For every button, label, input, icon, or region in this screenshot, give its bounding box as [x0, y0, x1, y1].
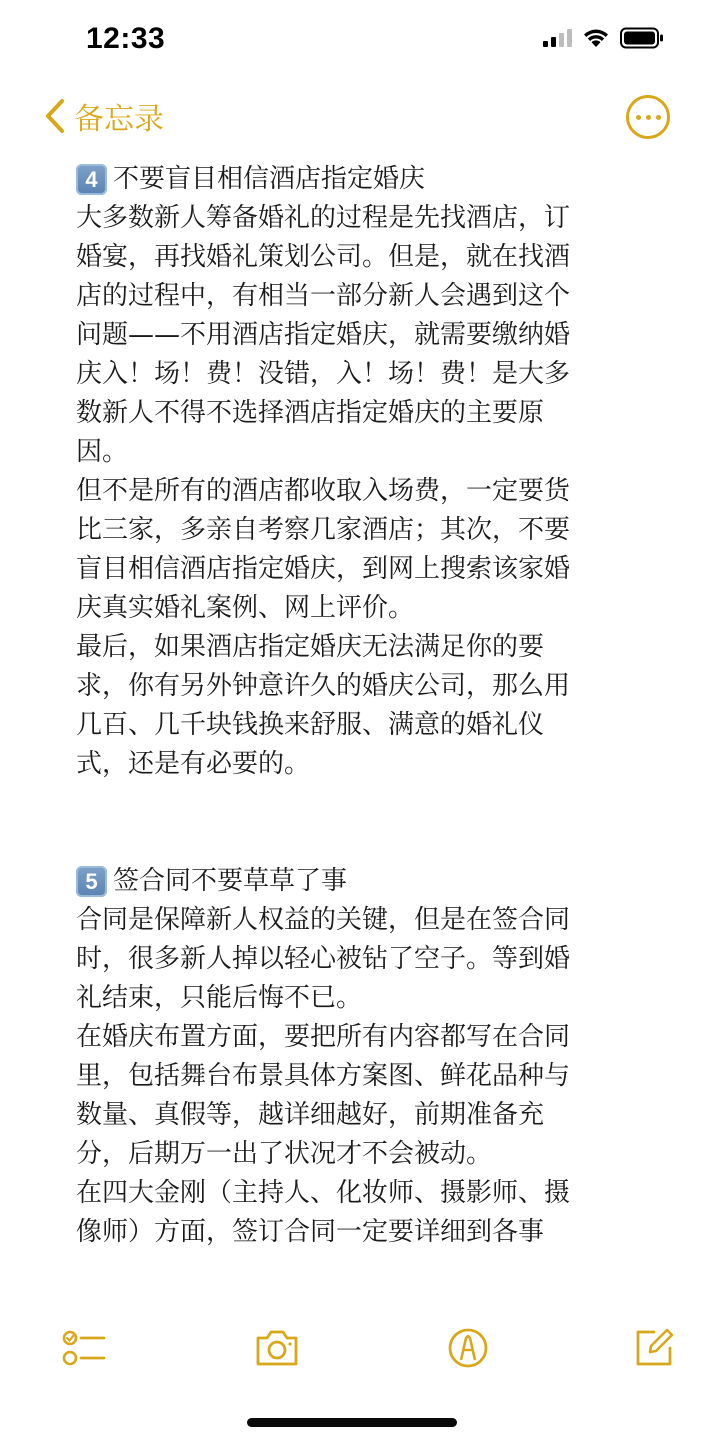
camera-button[interactable]: [254, 1326, 298, 1370]
section-4-line: 最后，如果酒店指定婚庆无法满足你的要: [76, 632, 545, 662]
section-5-text: [76, 901, 656, 1252]
section-5-line: 数量、真假等，越详细越好，前期准备充: [76, 1100, 545, 1130]
section-5-line: 合同是保障新人权益的关键，但是在签合同: [76, 905, 571, 935]
section-5-title: 签合同不要草草了事: [113, 866, 348, 896]
section-5-line: 礼结束，只能后悔不已。: [76, 983, 363, 1013]
scroll-fade: [0, 1268, 704, 1302]
battery-icon: [620, 27, 664, 49]
section-4-line: 盲目相信酒店指定婚庆，到网上搜索该家婚: [76, 554, 571, 584]
section-5-line: 时，很多新人掉以轻心被钻了空子。等到婚: [76, 944, 571, 974]
section-4-line: 庆入！场！费！没错，入！场！费！是大多: [76, 359, 571, 389]
status-icons: [542, 26, 664, 50]
blank-line: [76, 784, 656, 823]
section-5-line: 在婚庆布置方面，要把所有内容都写在合同: [76, 1022, 571, 1052]
status-time: 12:33: [86, 22, 166, 55]
section-4-line: 几百、几千块钱换来舒服、满意的婚礼仪: [76, 710, 545, 740]
home-indicator[interactable]: [247, 1418, 457, 1427]
section-4-line: 求，你有另外钟意许久的婚庆公司，那么用: [76, 671, 571, 701]
section-4-line: 式，还是有必要的。: [76, 749, 311, 779]
keycap-4-icon: 4: [76, 164, 107, 195]
ellipsis-dot: [656, 115, 661, 120]
keycap-5-icon: 5: [76, 866, 107, 897]
section-4-line: 庆真实婚礼案例、网上评价。: [76, 593, 415, 623]
section-4-line: 数新人不得不选择酒店指定婚庆的主要原: [76, 398, 545, 428]
chevron-left-icon: [44, 98, 66, 134]
wifi-icon: [582, 27, 610, 49]
cellular-signal-icon: [542, 28, 572, 48]
compose-button[interactable]: [632, 1326, 676, 1370]
section-4-line: 大多数新人筹备婚礼的过程是先找酒店，订: [76, 203, 571, 233]
status-bar: [0, 0, 704, 78]
markup-button[interactable]: [446, 1326, 490, 1370]
back-label: 备忘录: [74, 102, 164, 137]
camera-icon: [254, 1326, 300, 1370]
markup-icon: [446, 1326, 490, 1370]
section-4-title: 不要盲目相信酒店指定婚庆: [113, 164, 426, 194]
blank-line: [76, 823, 656, 862]
section-4-text: [76, 199, 656, 784]
section-4-line: 但不是所有的酒店都收取入场费，一定要货: [76, 476, 571, 506]
section-4-line: 问题——不用酒店指定婚庆，就需要缴纳婚: [76, 320, 571, 350]
nav-bar: [0, 86, 704, 144]
more-options-button[interactable]: [626, 95, 670, 139]
section-4-line: 店的过程中，有相当一部分新人会遇到这个: [76, 281, 571, 311]
section-4-line: 比三家，多亲自考察几家酒店；其次，不要: [76, 515, 571, 545]
section-4-line: 婚宴，再找婚礼策划公司。但是，就在找酒: [76, 242, 571, 272]
section-5-line: 像师）方面，签订合同一定要详细到各事: [76, 1217, 545, 1247]
checklist-icon: [62, 1326, 106, 1370]
compose-icon: [632, 1326, 676, 1370]
ellipsis-icon: [636, 115, 641, 120]
section-5-line: 分，后期万一出了状况才不会被动。: [76, 1139, 493, 1169]
note-body[interactable]: [76, 160, 656, 1298]
section-4-heading: [76, 160, 656, 199]
checklist-button[interactable]: [62, 1326, 106, 1370]
section-4-line: 因。: [76, 437, 129, 467]
back-button[interactable]: [44, 94, 164, 138]
section-5-line: 里，包括舞台布景具体方案图、鲜花品种与: [76, 1061, 571, 1091]
ellipsis-dot: [646, 115, 651, 120]
section-5-heading: [76, 862, 656, 901]
section-5-line: 在四大金刚（主持人、化妆师、摄影师、摄: [76, 1178, 571, 1208]
